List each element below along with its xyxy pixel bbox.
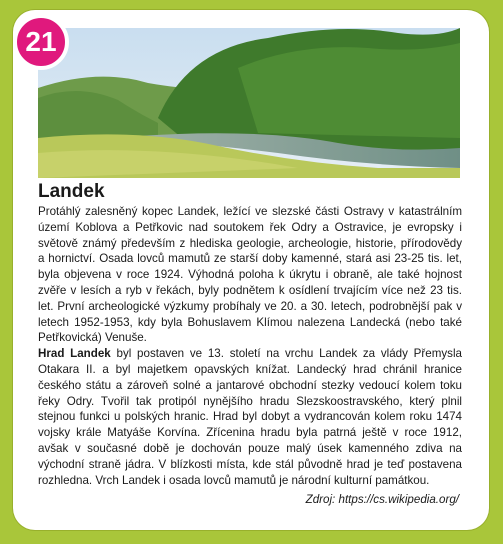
intro-paragraph: Protáhlý zalesněný kopec Landek, ležící ve slezské části Ostravy v katastrálním území Koblova a Petřkovic nad soutokem řek Odry a Ostravice, je evropsky i světově známý především z hlediska geologie, archeologie, historie, přírodovědy a hornictví. Osada lovců mamutů ze starší doby kamenné, stará asi 23-25 tis. let, byla objevena v roce 1924. Výhodná poloha k úkrytu i obraně, ale také hojnost zvěře v lesích a ryb v řekách, byly podnětem k osídlení trvajícím více než 23 tis. let. První archeologické výzkumy probíhaly ve 20. a 30. letech, podrobnější pak v letech 1952-1953, kdy byla Bohuslavem Klímou nalezena Landecká (nebo také Petřkovická) Venuše. [38,205,462,345]
badge-number: 21 [25,26,57,57]
number-badge [13,14,69,70]
castle-text: byl postaven ve 13. století na vrchu Landek za vlády Přemysla Otakara II. a byl majetkem opavských knížat. Landecký hrad chránil hranice českého státu a zároveň solné a jantarové obchodní stezky vedoucí kolem toku řeky Odry. Tvořil tak protipól nynějšího hradu Slezskoostravského, který plnil stejnou funkci u polských hranic. Hrad byl dobyt a vydrancován kolem roku 1474 vojsky krále Matyáše Korvína. Zřícenina hradu byla patrná ještě v roce 1912, avšak v současné době je dochován pouze malý úsek kamenného zdiva na východní straně jádra. V blízkosti místa, kde stál původně hrad je teď postavena rozhledna. Vrch Landek i osada lovců mamutů je národní kulturní památkou. [38,347,462,487]
castle-paragraph [38,346,462,488]
article-title: Landek [38,181,105,202]
castle-label: Hrad Landek [38,347,111,361]
river-landscape-image [38,28,460,178]
source-citation: Zdroj: https://cs.wikipedia.org/ [305,493,459,506]
article-body [38,204,462,488]
landscape-photo [38,28,460,178]
